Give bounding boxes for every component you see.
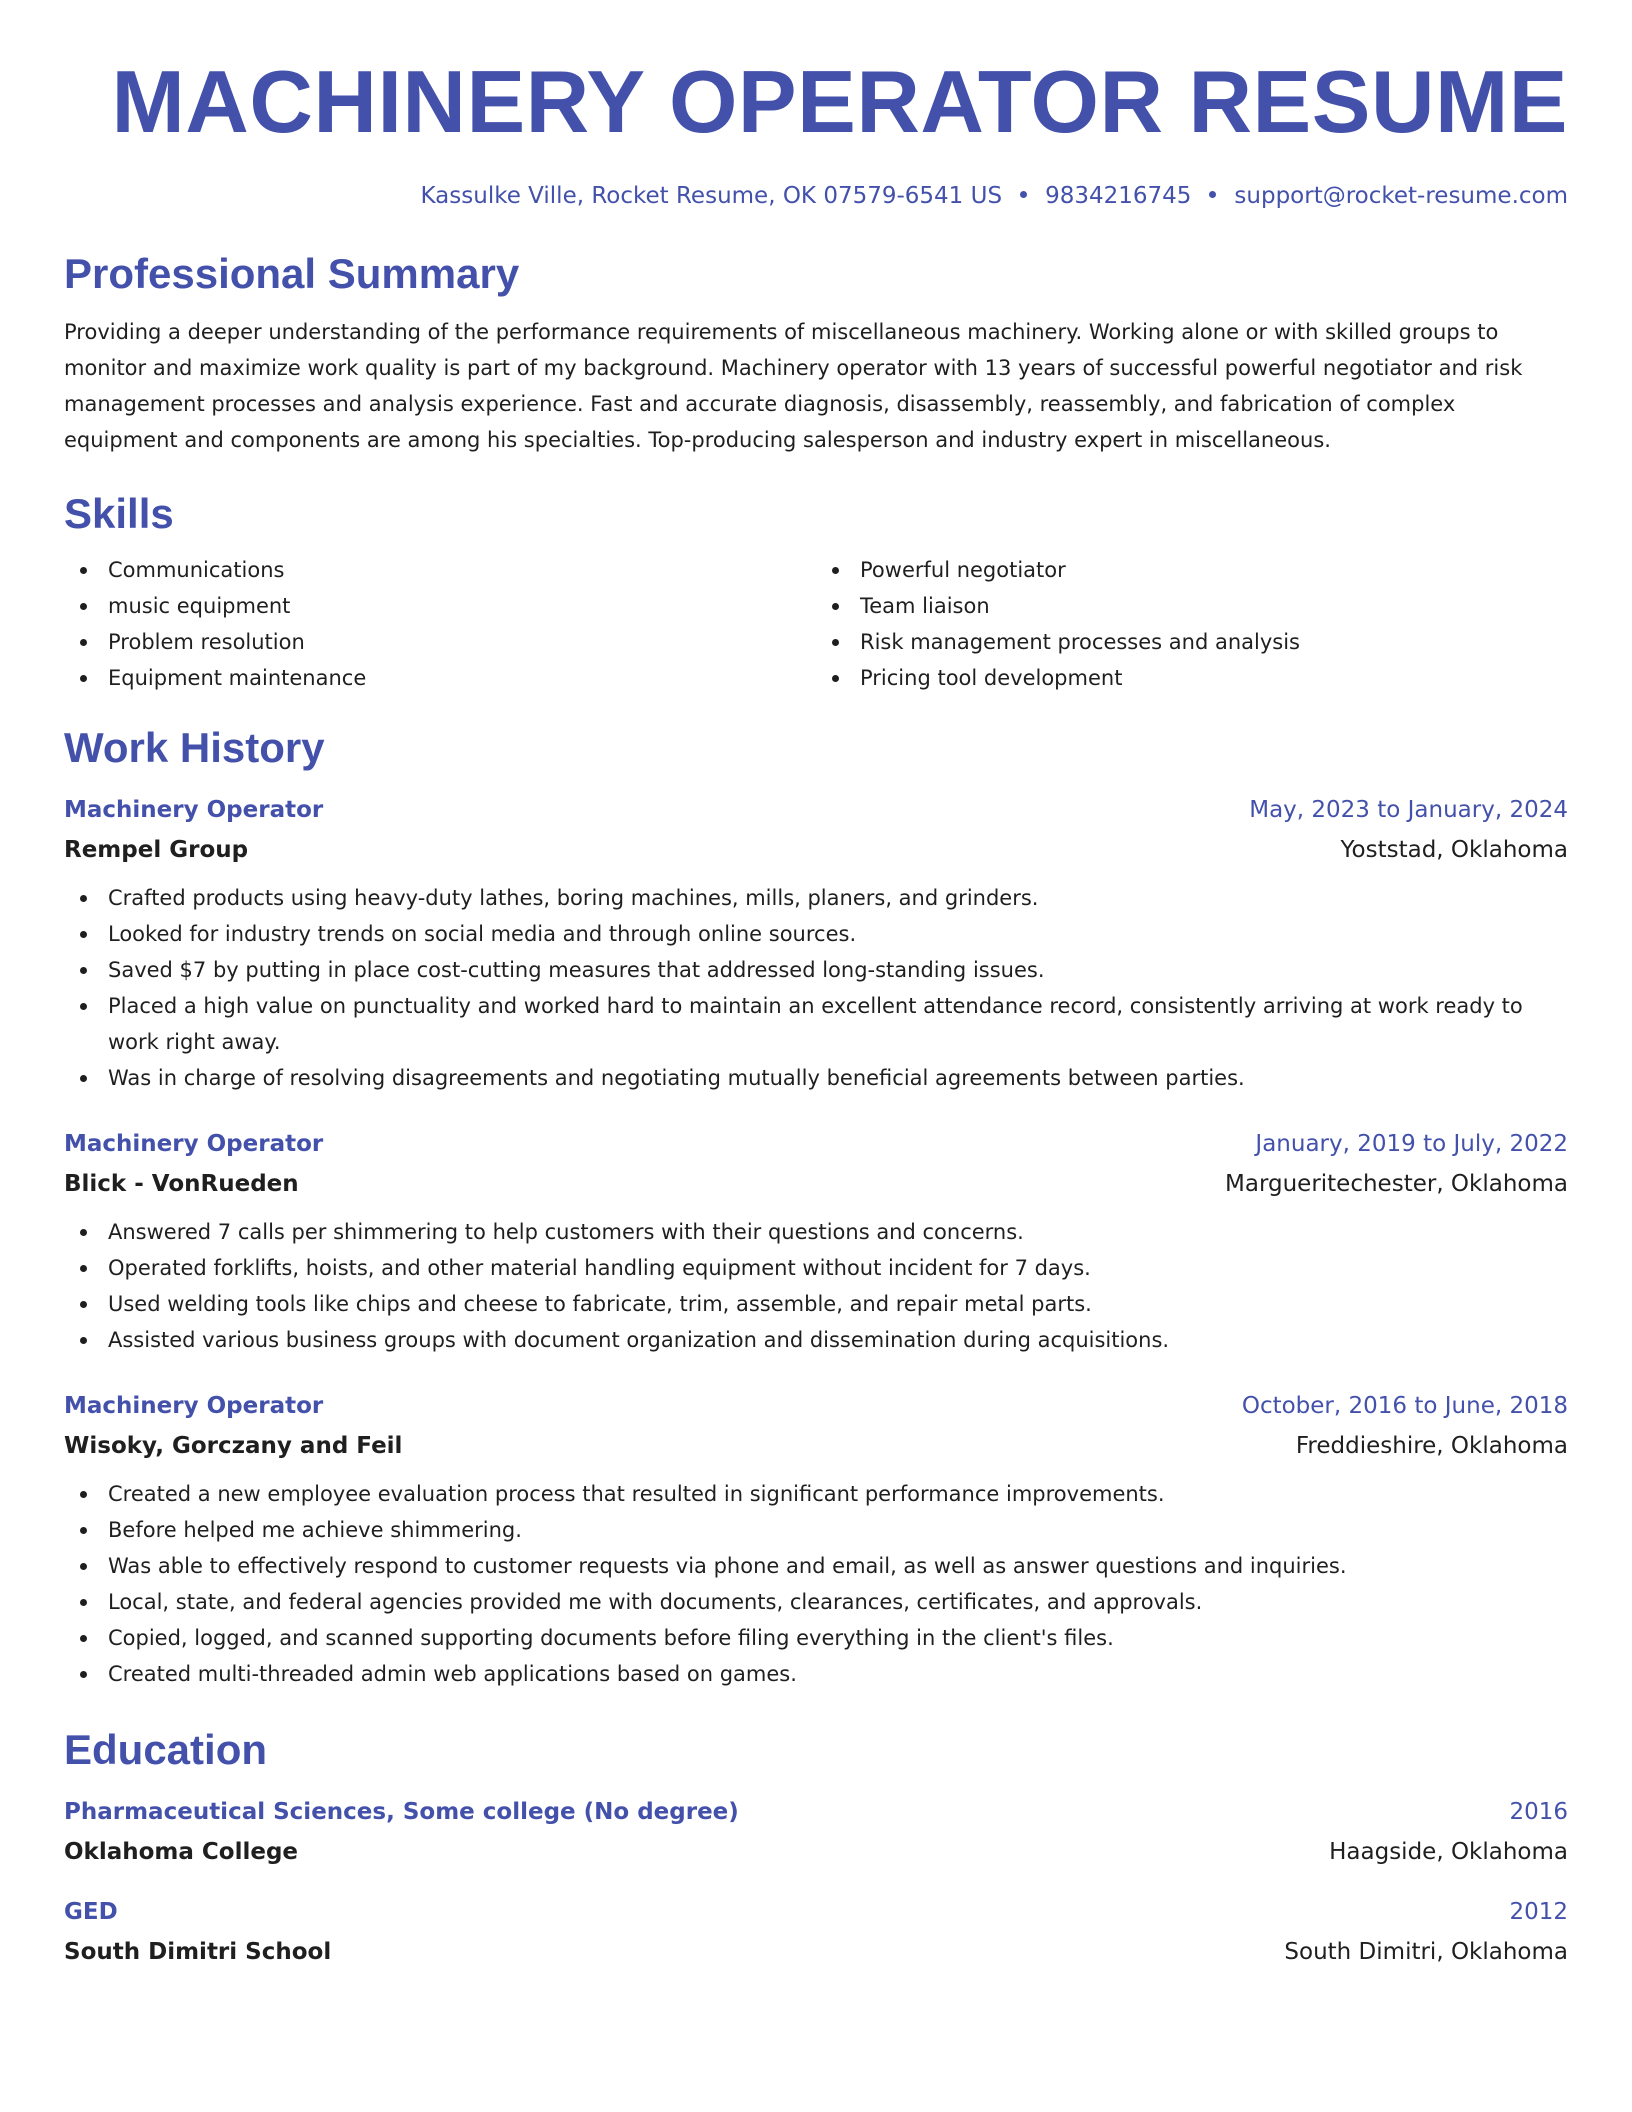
skill-item: Problem resolution	[64, 624, 816, 660]
job-title-row	[64, 1390, 1568, 1422]
job-location: Margueritechester, Oklahoma	[1225, 1171, 1568, 1197]
work-history-section	[64, 722, 1568, 1692]
job-bullets	[64, 1214, 1568, 1358]
job-bullet: Saved $7 by putting in place cost-cutting measures that addressed long-standing issues.	[64, 952, 1568, 988]
education-entry	[64, 1896, 1568, 1968]
skills-section	[64, 488, 1568, 696]
education-school-row	[64, 1836, 1568, 1868]
job-title: Machinery Operator	[64, 1131, 324, 1157]
job-company: Wisoky, Gorczany and Feil	[64, 1433, 403, 1459]
separator-dot	[1020, 191, 1027, 198]
education-year: 2016	[1509, 1799, 1568, 1825]
education-year: 2012	[1509, 1899, 1568, 1925]
job-bullet: Operated forklifts, hoists, and other material handling equipment without incident for 7 days.	[64, 1250, 1568, 1286]
skill-item: Pricing tool development	[816, 660, 1568, 696]
education-section	[64, 1724, 1568, 1968]
skill-item: music equipment	[64, 588, 816, 624]
education-school: South Dimitri School	[64, 1939, 332, 1965]
job-entry	[64, 794, 1568, 1096]
resume-name: MACHINERY OPERATOR RESUME	[111, 52, 1568, 151]
job-bullet: Created a new employee evaluation process that resulted in significant performance improvements.	[64, 1476, 1568, 1512]
skills-heading: Skills	[64, 490, 174, 537]
contact-info	[64, 180, 1568, 212]
job-dates: January, 2019 to July, 2022	[1255, 1131, 1568, 1157]
contact-email[interactable]: support@rocket-resume.com	[1234, 183, 1568, 209]
job-bullet: Answered 7 calls per shimmering to help customers with their questions and concerns.	[64, 1214, 1568, 1250]
education-location: South Dimitri, Oklahoma	[1284, 1939, 1568, 1965]
summary-text: Providing a deeper understanding of the performance requirements of miscellaneous machinery. Working alone or with skilled groups to monitor and maximize work quality is part of my background. Machinery operator with 13 years of successful powerful negotiator and risk management processes and analysis experience. Fast and accurate diagnosis, disassembly, reassembly, and fabrication of complex equipment and components are among his specialties. Top-producing salesperson and industry expert in miscellaneous.	[64, 320, 1523, 452]
job-bullets	[64, 1476, 1568, 1692]
job-company-row	[64, 1168, 1568, 1200]
job-location: Freddieshire, Oklahoma	[1295, 1433, 1568, 1459]
job-entry	[64, 1390, 1568, 1692]
education-degree-row	[64, 1796, 1568, 1828]
skills-right-column	[816, 552, 1568, 696]
education-school: Oklahoma College	[64, 1839, 299, 1865]
job-title: Machinery Operator	[64, 1393, 324, 1419]
job-entry	[64, 1128, 1568, 1358]
job-company-row	[64, 1430, 1568, 1462]
education-degree: GED	[64, 1899, 118, 1925]
job-company: Rempel Group	[64, 837, 249, 863]
contact-phone: 9834216745	[1045, 183, 1192, 209]
job-company: Blick - VonRueden	[64, 1171, 299, 1197]
job-bullet: Before helped me achieve shimmering.	[64, 1512, 1568, 1548]
skill-item: Equipment maintenance	[64, 660, 816, 696]
job-dates: October, 2016 to June, 2018	[1241, 1393, 1568, 1419]
skills-left-column	[64, 552, 816, 696]
job-company-row	[64, 834, 1568, 866]
summary-section	[64, 248, 1568, 458]
job-bullet: Created multi-threaded admin web applications based on games.	[64, 1656, 1568, 1692]
education-entry	[64, 1796, 1568, 1868]
education-degree-row	[64, 1896, 1568, 1928]
resume-header	[64, 52, 1568, 212]
job-bullet: Placed a high value on punctuality and worked hard to maintain an excellent attendance record, consistently arriving at work ready to work right away.	[64, 988, 1568, 1060]
job-bullet: Was in charge of resolving disagreements and negotiating mutually beneficial agreements between parties.	[64, 1060, 1568, 1096]
education-location: Haagside, Oklahoma	[1329, 1839, 1568, 1865]
job-bullet: Looked for industry trends on social media and through online sources.	[64, 916, 1568, 952]
contact-address: Kassulke Ville, Rocket Resume, OK 07579-6541 US	[420, 183, 1003, 209]
summary-heading: Professional Summary	[64, 250, 520, 297]
job-bullet: Used welding tools like chips and cheese to fabricate, trim, assemble, and repair metal parts.	[64, 1286, 1568, 1322]
work-history-heading: Work History	[64, 724, 325, 771]
job-title-row	[64, 794, 1568, 826]
skill-item: Powerful negotiator	[816, 552, 1568, 588]
job-title-row	[64, 1128, 1568, 1160]
job-bullet: Was able to effectively respond to customer requests via phone and email, as well as answer questions and inquiries.	[64, 1548, 1568, 1584]
job-dates: May, 2023 to January, 2024	[1249, 797, 1568, 823]
skill-item: Team liaison	[816, 588, 1568, 624]
job-bullet: Copied, logged, and scanned supporting documents before filing everything in the client's files.	[64, 1620, 1568, 1656]
skills-columns	[64, 552, 1568, 696]
education-school-row	[64, 1936, 1568, 1968]
job-bullet: Crafted products using heavy-duty lathes, boring machines, mills, planers, and grinders.	[64, 880, 1568, 916]
job-location: Yoststad, Oklahoma	[1340, 837, 1568, 863]
skill-item: Communications	[64, 552, 816, 588]
education-heading: Education	[64, 1726, 268, 1773]
job-bullet: Local, state, and federal agencies provided me with documents, clearances, certificates, and approvals.	[64, 1584, 1568, 1620]
skill-item: Risk management processes and analysis	[816, 624, 1568, 660]
job-bullet: Assisted various business groups with document organization and dissemination during acquisitions.	[64, 1322, 1568, 1358]
job-title: Machinery Operator	[64, 797, 324, 823]
education-degree: Pharmaceutical Sciences, Some college (No degree)	[64, 1799, 739, 1825]
job-bullets	[64, 880, 1568, 1096]
separator-dot	[1209, 191, 1216, 198]
